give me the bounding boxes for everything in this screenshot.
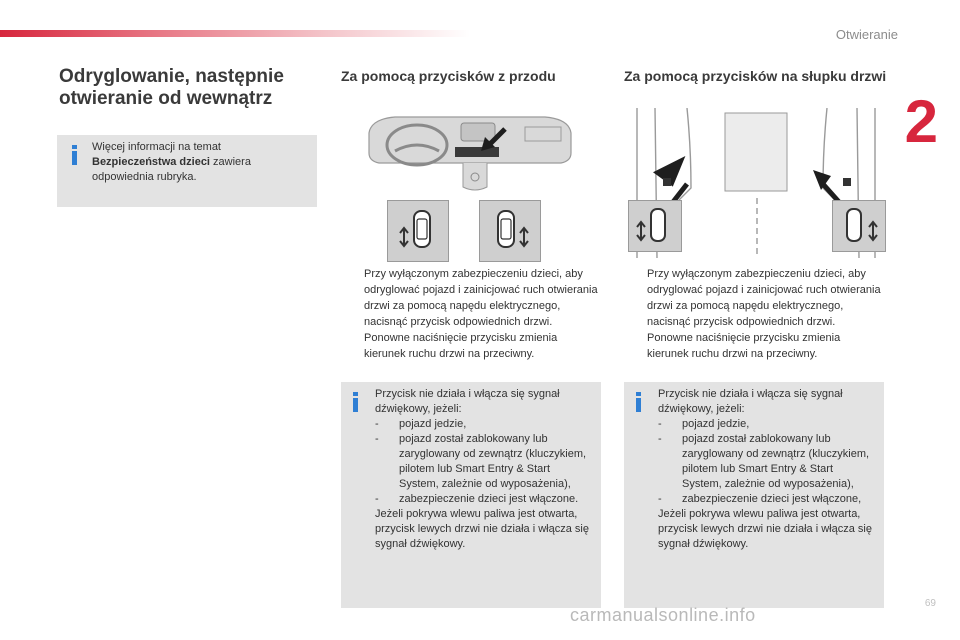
chapter-number: 2 [904,88,938,155]
dash-mark: - [375,433,379,445]
note-item [658,492,874,507]
front-right-door-button [479,200,541,262]
info-icon [72,145,77,165]
left-info-line3: odpowiednia rubryka. [92,171,197,183]
pillar-note-text [658,387,874,552]
sliding-door-left-icon [388,201,448,261]
bullet-item [341,330,601,362]
pillar-right-door-button [832,200,886,252]
note-item-text: zabezpieczenie dzieci jest włączone. [399,493,579,505]
pillar-bullets [624,266,882,362]
bullet-mark [341,266,364,330]
dash-mark: - [658,418,662,430]
bullet-item [341,266,601,330]
pillar-left-door-button [628,200,682,252]
note-item-text: pojazd został zablokowany lub zaryglowany od zewnątrz (kluczykiem, pilotem lub Smart Entry & Start System, zależnie od wyposażenia), [682,433,870,490]
left-info-bold: Bezpieczeństwa dzieci [92,156,210,168]
front-left-door-button [387,200,449,262]
front-bullets [341,266,601,362]
bullet-mark [624,330,647,362]
dash-mark: - [658,493,662,505]
sliding-door-right-icon [480,201,540,261]
front-note-text [375,387,591,552]
note-item-text: zabezpieczenie dzieci jest włączone, [682,493,862,505]
note-item [375,492,591,507]
front-buttons-title: Za pomocą przycisków z przodu [341,68,556,84]
top-accent-bar [0,30,470,37]
dash-mark: - [375,493,379,505]
note-outro: Jeżeli pokrywa wlewu paliwa jest otwarta, przycisk lewych drzwi nie działa i włącza się sygnał dźwiękowy. [375,508,589,550]
page-title: Odryglowanie, następnie otwieranie od wewnątrz [59,66,284,109]
bullet-mark [341,330,364,362]
left-info-box [57,135,317,207]
note-item-text: pojazd jedzie, [682,418,750,430]
dash-mark: - [658,433,662,445]
note-item-text: pojazd jedzie, [399,418,467,430]
dash-mark: - [375,418,379,430]
left-info-line1: Więcej informacji na temat [92,141,221,153]
section-label: Otwieranie [835,27,898,42]
note-intro: Przycisk nie działa i włącza się sygnał dźwiękowy, jeżeli: [375,388,560,415]
front-note-box [341,382,601,608]
bullet-item [624,266,882,330]
note-item [375,417,591,432]
note-outro: Jeżeli pokrywa wlewu paliwa jest otwarta, przycisk lewych drzwi nie działa i włącza się sygnał dźwiękowy. [658,508,872,550]
bullet-item [624,330,882,362]
sliding-door-right-icon [833,201,885,251]
note-item [375,432,591,492]
bullet-mark [624,266,647,330]
note-intro: Przycisk nie działa i włącza się sygnał dźwiękowy, jeżeli: [658,388,843,415]
bullet-text: Przy wyłączonym zabezpieczeniu dzieci, aby odryglować pojazd i zainicjować ruch otwierania drzwi za pomocą napędu elektrycznego, nacisnąć przycisk odpowiednich drzwi. [364,268,598,328]
left-info-after-bold: zawiera [210,156,251,168]
dashboard-illustration [365,113,575,195]
sliding-door-left-icon [629,201,681,251]
note-item [658,432,874,492]
footer-watermark: carmanualsonline.info [570,605,756,625]
bullet-text: Przy wyłączonym zabezpieczeniu dzieci, aby odryglować pojazd i zainicjować ruch otwierania drzwi za pomocą napędu elektrycznego, nacisnąć przycisk odpowiednich drzwi. [647,268,881,328]
info-icon [636,392,641,412]
pillar-note-box [624,382,884,608]
bullet-text: Ponowne naciśnięcie przycisku zmienia kierunek ruchu drzwi na przeciwny. [647,332,841,360]
pillar-buttons-title: Za pomocą przycisków na słupku drzwi [624,68,887,84]
page-number: 69 [924,598,936,609]
bullet-text: Ponowne naciśnięcie przycisku zmienia kierunek ruchu drzwi na przeciwny. [364,332,558,360]
info-icon [353,392,358,412]
note-item-text: pojazd został zablokowany lub zaryglowany od zewnątrz (kluczykiem, pilotem lub Smart Entry & Start System, zależnie od wyposażenia), [399,433,587,490]
left-info-text [92,140,302,185]
note-item [658,417,874,432]
